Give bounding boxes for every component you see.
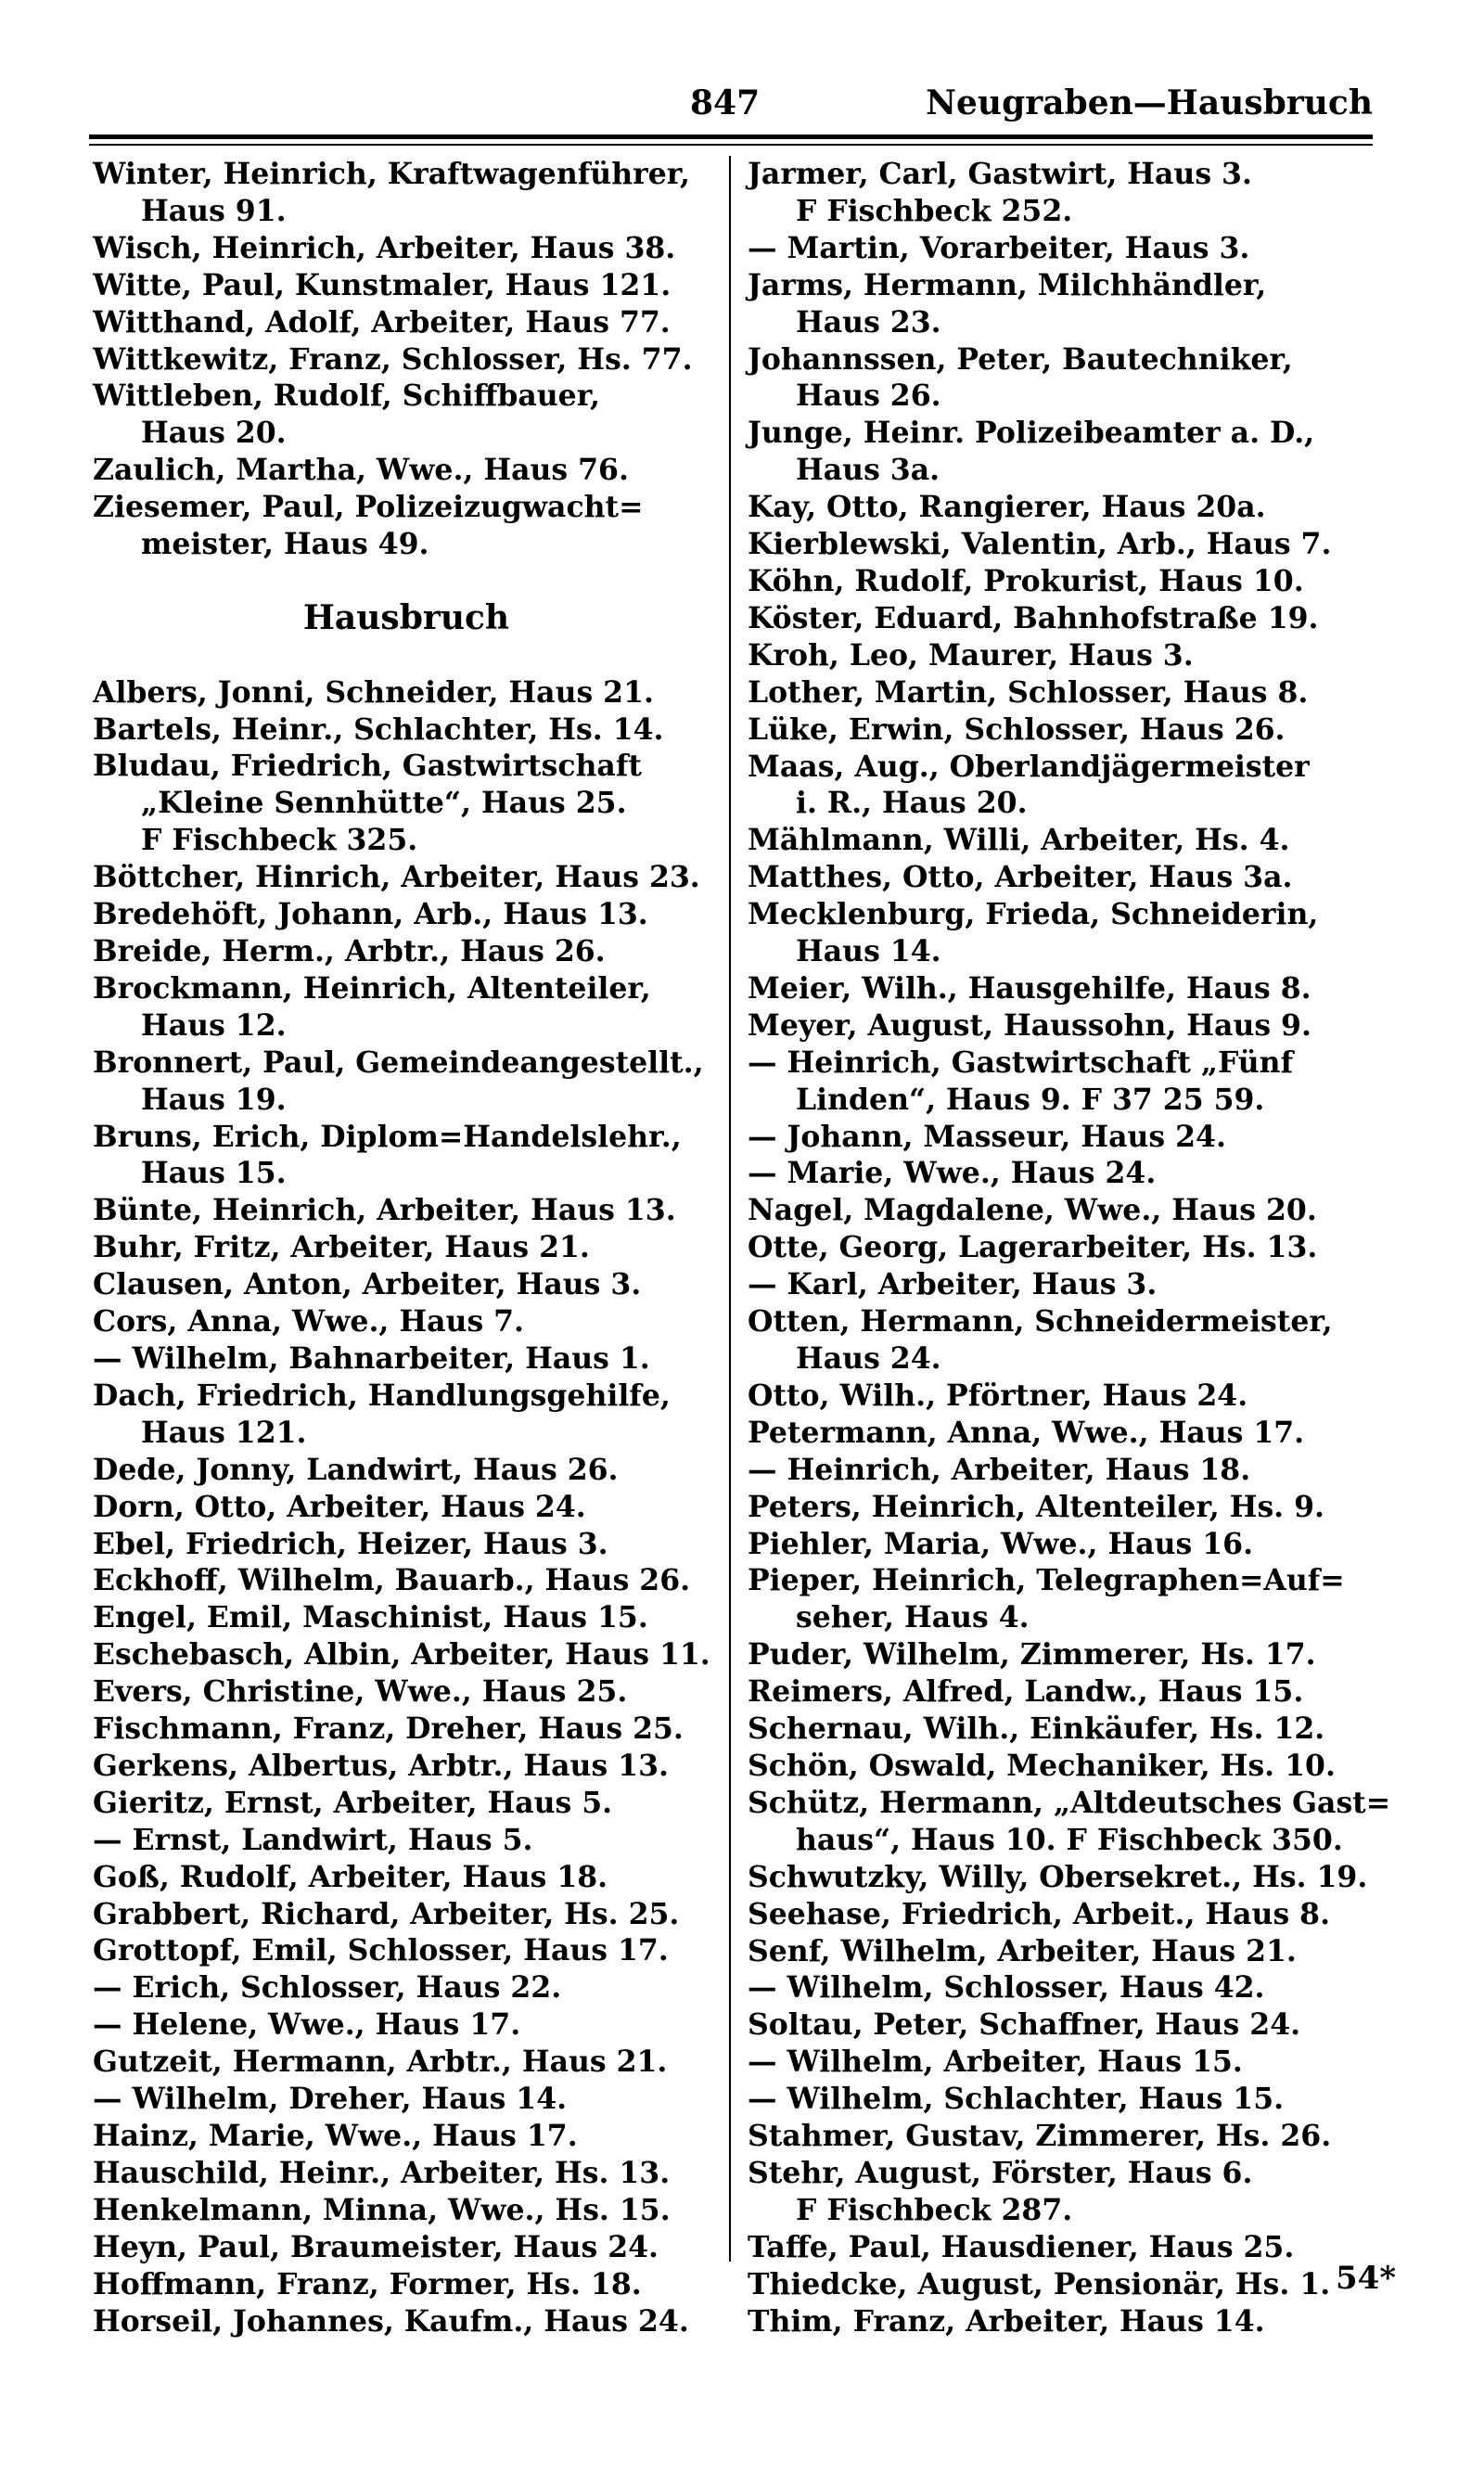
entry-line: — Wilhelm, Schlosser, Haus 42. [748, 1970, 1265, 2006]
right-column [748, 156, 1391, 2339]
directory-entry [748, 749, 1378, 823]
directory-entry [93, 1859, 720, 1896]
entry-line: Otte, Georg, Lagerarbeiter, Hs. 13. [748, 1230, 1318, 1265]
directory-entry [748, 1489, 1378, 1526]
directory-entry [748, 2229, 1378, 2266]
directory-entry [748, 970, 1378, 1007]
entry-line: Piehler, Maria, Wwe., Haus 16. [748, 1526, 1254, 1561]
entry-line: Ziesemer, Paul, Polizeizugwacht= [93, 490, 644, 525]
entry-line: Buhr, Fritz, Arbeiter, Haus 21. [93, 1230, 590, 1265]
entry-line: Johannssen, Peter, Bautechniker, [748, 341, 1293, 377]
entry-line: — Ernst, Landwirt, Haus 5. [93, 1822, 533, 1857]
entry-line: Meier, Wilh., Hausgehilfe, Haus 8. [748, 970, 1311, 1006]
directory-entry [93, 1636, 720, 1673]
entry-line: Eckhoff, Wilhelm, Bauarb., Haus 26. [93, 1563, 691, 1598]
entry-line: Peters, Heinrich, Altenteiler, Hs. 9. [748, 1489, 1325, 1524]
entry-line: Bronnert, Paul, Gemeindeangestellt., [93, 1045, 704, 1080]
directory-entry [93, 1045, 720, 1119]
directory-entry [93, 896, 720, 933]
entry-line: Reimers, Alfred, Landw., Haus 15. [748, 1674, 1304, 1710]
directory-entry [93, 1562, 720, 1599]
entry-line: Mählmann, Willi, Arbeiter, Hs. 4. [748, 823, 1290, 858]
entry-line: Böttcher, Hinrich, Arbeiter, Haus 23. [93, 860, 700, 895]
entry-line: Otten, Hermann, Schneidermeister, [748, 1304, 1333, 1340]
entry-line: Zaulich, Martha, Wwe., Haus 76. [93, 453, 629, 488]
directory-entry [93, 1489, 720, 1526]
directory-entry [748, 1155, 1378, 1192]
directory-entry [748, 2006, 1378, 2044]
entry-line: Bruns, Erich, Diplom=Handelslehr., [93, 1119, 682, 1154]
directory-entry [748, 1045, 1378, 1119]
entry-line: Otto, Wilh., Pförtner, Haus 24. [748, 1378, 1248, 1413]
entry-line: Pieper, Heinrich, Telegraphen=Auf= [748, 1563, 1345, 1598]
entry-line: Brockmann, Heinrich, Altenteiler, [93, 970, 651, 1006]
entry-line: Bredehöft, Johann, Arb., Haus 13. [93, 897, 648, 932]
directory-entry [93, 1378, 720, 1452]
header-rule-thin [89, 144, 1373, 146]
entry-line: — Wilhelm, Arbeiter, Haus 15. [748, 2045, 1243, 2080]
directory-entry [93, 1526, 720, 1563]
directory-entry [748, 1711, 1378, 1748]
entry-line: Albers, Jonni, Schneider, Haus 21. [93, 674, 654, 710]
directory-entry [748, 526, 1378, 563]
directory-entry [748, 2118, 1378, 2155]
entry-line: Jarmer, Carl, Gastwirt, Haus 3. [748, 157, 1252, 191]
entry-line: Witte, Paul, Kunstmaler, Haus 121. [93, 267, 672, 302]
directory-entry [748, 415, 1378, 489]
entry-line: Gerkens, Albertus, Arbtr., Haus 13. [93, 1748, 669, 1783]
directory-entry [93, 1229, 720, 1266]
directory-entry [748, 637, 1378, 674]
entry-line: — Johann, Masseur, Haus 24. [748, 1119, 1226, 1154]
directory-entry [93, 1673, 720, 1711]
left-column [93, 156, 720, 2339]
directory-entry [748, 1119, 1378, 1156]
entry-continuation: „Kleine Sennhütte“, Haus 25. [141, 786, 627, 821]
entry-line: — Heinrich, Arbeiter, Haus 18. [748, 1452, 1251, 1487]
directory-entry [748, 156, 1378, 230]
directory-entry [93, 2044, 720, 2081]
header-rule-thick [89, 135, 1373, 139]
entry-line: Mecklenburg, Frieda, Schneiderin, [748, 897, 1319, 932]
entry-line: Ebel, Friedrich, Heizer, Haus 3. [93, 1526, 608, 1561]
entry-line: Clausen, Anton, Arbeiter, Haus 3. [93, 1267, 642, 1302]
directory-entry [93, 1785, 720, 1822]
directory-entry [93, 1969, 720, 2006]
entry-line: — Helene, Wwe., Haus 17. [93, 2007, 521, 2043]
entry-line: Gutzeit, Hermann, Arbtr., Haus 21. [93, 2045, 668, 2080]
directory-entry [748, 267, 1378, 341]
directory-entry [93, 1599, 720, 1636]
entry-line: — Wilhelm, Dreher, Haus 14. [93, 2082, 568, 2117]
directory-entry [748, 674, 1378, 711]
directory-entry [748, 1748, 1378, 1785]
directory-entry [748, 1526, 1378, 1563]
entry-line: Wisch, Heinrich, Arbeiter, Haus 38. [93, 230, 676, 265]
directory-entry [748, 1933, 1378, 1970]
directory-entry [93, 1303, 720, 1340]
entry-line: Meyer, August, Haussohn, Haus 9. [748, 1007, 1311, 1043]
directory-entry [93, 2303, 720, 2340]
entry-line: Winter, Heinrich, Kraftwagenführer, [93, 157, 691, 191]
directory-entry [748, 896, 1378, 970]
directory-entry [748, 230, 1378, 267]
entry-line: Taffe, Paul, Hausdiener, Haus 25. [748, 2229, 1295, 2264]
page-header [89, 76, 1373, 132]
directory-entry [748, 1673, 1378, 1711]
directory-entry [748, 859, 1378, 896]
directory-entry [748, 489, 1378, 526]
entry-continuation: Haus 23. [796, 304, 941, 340]
directory-entry [93, 452, 720, 489]
directory-entry [93, 711, 720, 749]
entry-line: Dorn, Otto, Arbeiter, Haus 24. [93, 1489, 586, 1524]
entry-line: Fischmann, Franz, Dreher, Haus 25. [93, 1711, 684, 1747]
entry-continuation: Haus 3a. [796, 453, 940, 488]
signature-mark: 54* [1336, 2260, 1397, 2297]
directory-entry [748, 1562, 1378, 1636]
entry-continuation: Linden“, Haus 9. F 37 25 59. [796, 1082, 1265, 1117]
entry-continuation: Haus 26. [796, 378, 941, 414]
directory-entry [93, 1266, 720, 1303]
entry-line: Bartels, Heinr., Schlachter, Hs. 14. [93, 711, 664, 747]
running-title: Neugraben—Hausbruch [926, 83, 1373, 122]
directory-entry [748, 1415, 1378, 1452]
entry-continuation: Haus 19. [141, 1082, 287, 1117]
directory-entry [93, 2155, 720, 2192]
entry-line: Dede, Jonny, Landwirt, Haus 26. [93, 1452, 619, 1487]
entry-line: Lother, Martin, Schlosser, Haus 8. [748, 674, 1309, 710]
entry-line: — Heinrich, Gastwirtschaft „Fünf [748, 1045, 1294, 1080]
entry-line: Köhn, Rudolf, Prokurist, Haus 10. [748, 563, 1304, 598]
directory-entry [93, 859, 720, 896]
directory-entry [93, 1119, 720, 1193]
entry-line: Schwutzky, Willy, Obersekret., Hs. 19. [748, 1859, 1368, 1894]
directory-entry [93, 2266, 720, 2303]
directory-entry [93, 1896, 720, 1933]
entry-continuation: Haus 15. [141, 1156, 287, 1191]
directory-entry [748, 2081, 1378, 2118]
entry-line: Kay, Otto, Rangierer, Haus 20a. [748, 490, 1266, 525]
entry-line: Jarms, Hermann, Milchhändler, [748, 267, 1267, 302]
entry-continuation: Haus 20. [141, 416, 287, 451]
entry-line: Wittkewitz, Franz, Schlosser, Hs. 77. [93, 341, 693, 377]
directory-entry [748, 341, 1378, 416]
entry-line: Hauschild, Heinr., Arbeiter, Hs. 13. [93, 2155, 671, 2190]
directory-entry [748, 600, 1378, 637]
directory-entry [748, 2266, 1378, 2303]
entry-line: Dach, Friedrich, Handlungsgehilfe, [93, 1378, 671, 1413]
entry-line: Cors, Anna, Wwe., Haus 7. [93, 1304, 525, 1340]
entry-line: Grottopf, Emil, Schlosser, Haus 17. [93, 1933, 669, 1968]
directory-entry [93, 1711, 720, 1748]
directory-entry [93, 1192, 720, 1229]
directory-entry [93, 2229, 720, 2266]
directory-entry [93, 2192, 720, 2229]
entry-line: Horseil, Johannes, Kaufm., Haus 24. [93, 2303, 689, 2339]
entry-continuation: i. R., Haus 20. [796, 786, 1028, 821]
directory-entry [93, 230, 720, 267]
directory-entry [748, 1229, 1378, 1266]
entry-line: — Martin, Vorarbeiter, Haus 3. [748, 230, 1250, 265]
directory-entry [748, 1007, 1378, 1045]
entry-continuation: Haus 121. [141, 1415, 307, 1450]
directory-entry [748, 1636, 1378, 1673]
directory-entry [748, 1896, 1378, 1933]
directory-entry [93, 970, 720, 1045]
entry-line: — Karl, Arbeiter, Haus 3. [748, 1267, 1158, 1302]
section-heading: Hausbruch [302, 597, 510, 637]
entry-line: Heyn, Paul, Braumeister, Haus 24. [93, 2229, 659, 2264]
entry-line: Grabbert, Richard, Arbeiter, Hs. 25. [93, 1896, 680, 1931]
entry-line: Engel, Emil, Maschinist, Haus 15. [93, 1600, 648, 1635]
entry-line: Thim, Franz, Arbeiter, Haus 14. [748, 2303, 1265, 2339]
column-divider [729, 156, 731, 2262]
entry-line: Maas, Aug., Oberlandjägermeister [748, 749, 1310, 784]
directory-entry [748, 1452, 1378, 1489]
directory-entry [748, 1192, 1378, 1229]
entry-line: — Erich, Schlosser, Haus 22. [93, 1970, 562, 2006]
entry-list-left-top [93, 156, 720, 563]
entry-list-right [748, 156, 1391, 2339]
entry-continuation: haus“, Haus 10. F Fischbeck 350. [796, 1822, 1343, 1857]
directory-entry [93, 1932, 720, 1969]
entry-line: — Marie, Wwe., Haus 24. [748, 1156, 1157, 1191]
directory-entry [93, 341, 720, 378]
entry-line: Witthand, Adolf, Arbeiter, Haus 77. [93, 304, 671, 340]
directory-entry [93, 304, 720, 341]
entry-line: Nagel, Magdalene, Wwe., Haus 20. [748, 1193, 1317, 1228]
entry-line: Schütz, Hermann, „Altdeutsches Gast= [748, 1785, 1391, 1820]
entry-line: Stahmer, Gustav, Zimmerer, Hs. 26. [748, 2119, 1332, 2154]
directory-entry [93, 1452, 720, 1489]
entry-continuation: meister, Haus 49. [141, 527, 429, 562]
entry-line: Stehr, August, Förster, Haus 6. [748, 2155, 1253, 2190]
entry-line: Schön, Oswald, Mechaniker, Hs. 10. [748, 1748, 1336, 1783]
page-number: 847 [690, 83, 761, 122]
entry-continuation: Haus 14. [796, 934, 941, 969]
entry-line: Evers, Christine, Wwe., Haus 25. [93, 1674, 628, 1710]
entry-line: Goß, Rudolf, Arbeiter, Haus 18. [93, 1859, 608, 1894]
directory-entry [93, 1748, 720, 1785]
entry-line: Bünte, Heinrich, Arbeiter, Haus 13. [93, 1193, 676, 1228]
directory-entry [93, 489, 720, 563]
entry-line: Matthes, Otto, Arbeiter, Haus 3a. [748, 860, 1293, 895]
directory-entry [93, 2118, 720, 2155]
directory-entry [748, 2155, 1378, 2229]
directory-entry [93, 748, 720, 859]
entry-continuation: seher, Haus 4. [796, 1600, 1030, 1635]
entry-continuation: Haus 24. [796, 1341, 941, 1376]
directory-entry [748, 1303, 1378, 1378]
entry-line: Schernau, Wilh., Einkäufer, Hs. 12. [748, 1711, 1325, 1747]
directory-entry [748, 1378, 1378, 1415]
entry-line: Thiedcke, August, Pensionär, Hs. 1. [748, 2266, 1331, 2301]
directory-entry [93, 1340, 720, 1378]
directory-entry [93, 156, 720, 230]
entry-line: Seehase, Friedrich, Arbeit., Haus 8. [748, 1896, 1331, 1931]
entry-line: Breide, Herm., Arbtr., Haus 26. [93, 934, 606, 968]
directory-entry [748, 563, 1378, 600]
directory-entry [93, 674, 720, 711]
directory-entry [748, 1785, 1391, 1859]
directory-entry [748, 711, 1378, 749]
entry-line: — Wilhelm, Schlachter, Haus 15. [748, 2082, 1285, 2117]
directory-entry [748, 2044, 1378, 2081]
entry-line: Hoffmann, Franz, Former, Hs. 18. [93, 2266, 642, 2301]
entry-continuation: Haus 12. [141, 1007, 287, 1043]
directory-entry [748, 1266, 1378, 1303]
directory-entry [93, 267, 720, 304]
entry-line: Petermann, Anna, Wwe., Haus 17. [748, 1415, 1305, 1450]
entry-line: Henkelmann, Minna, Wwe., Hs. 15. [93, 2192, 671, 2227]
entry-line: Eschebasch, Albin, Arbeiter, Haus 11. [93, 1637, 710, 1673]
directory-entry [93, 2006, 720, 2044]
entry-line: Kierblewski, Valentin, Arb., Haus 7. [748, 527, 1332, 562]
entry-line: Kroh, Leo, Maurer, Haus 3. [748, 637, 1194, 673]
directory-entry [748, 822, 1378, 859]
entry-list-left-bottom [93, 674, 720, 2340]
entry-line: Junge, Heinr. Polizeibeamter a. D., [748, 416, 1315, 451]
entry-line: Hainz, Marie, Wwe., Haus 17. [93, 2119, 578, 2153]
entry-line: Gieritz, Ernst, Arbeiter, Haus 5. [93, 1785, 613, 1820]
entry-continuation: Haus 91. [141, 193, 287, 228]
entry-continuation: F Fischbeck 287. [796, 2192, 1073, 2227]
entry-line: Lüke, Erwin, Schlosser, Haus 26. [748, 711, 1286, 747]
entry-line: Wittleben, Rudolf, Schiffbauer, [93, 378, 600, 414]
directory-entry [93, 2081, 720, 2118]
directory-entry [93, 378, 720, 452]
entry-line: Bludau, Friedrich, Gastwirtschaft [93, 749, 642, 784]
entry-line: Soltau, Peter, Schaffner, Haus 24. [748, 2007, 1301, 2043]
directory-entry [93, 933, 720, 970]
entry-continuation: F Fischbeck 252. [796, 193, 1073, 228]
entry-line: — Wilhelm, Bahnarbeiter, Haus 1. [93, 1340, 650, 1376]
directory-entry [93, 1822, 720, 1859]
entry-line: Senf, Wilhelm, Arbeiter, Haus 21. [748, 1933, 1297, 1968]
entry-continuation: F Fischbeck 325. [141, 823, 418, 858]
directory-entry [748, 1859, 1378, 1896]
directory-entry [748, 1969, 1378, 2006]
entry-line: Puder, Wilhelm, Zimmerer, Hs. 17. [748, 1637, 1316, 1673]
directory-entry [748, 2303, 1378, 2340]
entry-line: Köster, Eduard, Bahnhofstraße 19. [748, 600, 1319, 635]
